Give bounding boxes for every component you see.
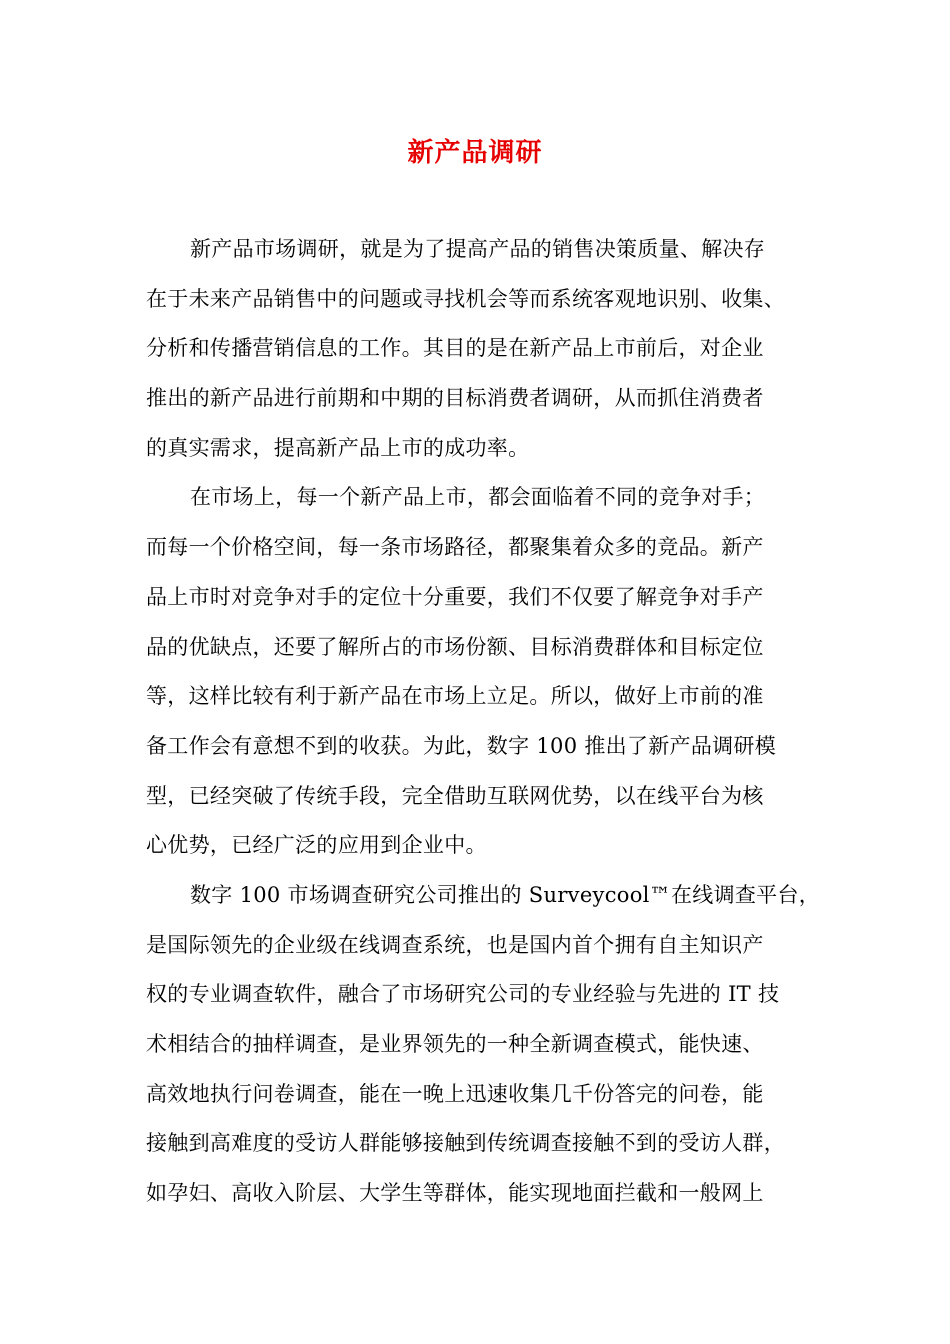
paragraph-line: 在于未来产品销售中的问题或寻找机会等而系统客观地识别、收集、 [146,286,785,311]
paragraph-line: 型，已经突破了传统手段，完全借助互联网优势，以在线平台为核 [146,783,764,808]
paragraph-line: 术相结合的抽样调查，是业界领先的一种全新调查模式，能快速、 [146,1032,764,1056]
paragraph-line: 分析和传播营销信息的工作。其目的是在新产品上市前后，对企业 [146,336,764,361]
paragraph-line: 接触到高难度的受访人群能够接触到传统调查接触不到的受访人群， [146,1131,785,1156]
document-body [146,225,826,1219]
paragraph-line: 心优势，已经广泛的应用到企业中。 [146,833,487,858]
paragraph-line: 权的专业调查软件，融合了市场研究公司的专业经验与先进的 IT 技 [146,982,780,1007]
paragraph-2 [146,473,826,871]
paragraph-line: 而每一个价格空间，每一条市场路径，都聚集着众多的竞品。新产 [146,535,764,560]
paragraph-line: 在市场上，每一个新产品上市，都会面临着不同的竞争对手； [190,485,766,510]
document-title: 新产品调研 [407,138,543,168]
paragraph-line: 高效地执行问卷调查，能在一晚上迅速收集几千份答完的问卷，能 [146,1081,764,1106]
paragraph-line: 新产品市场调研，就是为了提高产品的销售决策质量、解决存 [190,237,766,261]
paragraph-line: 数字 100 市场调查研究公司推出的 Surveycool™在线调查平台， [190,882,821,907]
paragraph-line: 品上市时对竞争对手的定位十分重要，我们不仅要了解竞争对手产 [146,584,764,609]
paragraph-line: 的真实需求，提高新产品上市的成功率。 [146,435,530,460]
paragraph-3 [146,871,826,1219]
paragraph-line: 是国际领先的企业级在线调查系统，也是国内首个拥有自主知识产 [146,932,764,957]
paragraph-line: 推出的新产品进行前期和中期的目标消费者调研，从而抓住消费者 [146,386,764,411]
paragraph-line: 备工作会有意想不到的收获。为此，数字 100 推出了新产品调研模 [146,733,777,758]
paragraph-1 [146,225,826,473]
paragraph-line: 如孕妇、高收入阶层、大学生等群体，能实现地面拦截和一般网上 [146,1181,764,1206]
paragraph-line: 品的优缺点，还要了解所占的市场份额、目标消费群体和目标定位 [146,634,764,659]
paragraph-line: 等，这样比较有利于新产品在市场上立足。所以，做好上市前的准 [146,684,764,709]
